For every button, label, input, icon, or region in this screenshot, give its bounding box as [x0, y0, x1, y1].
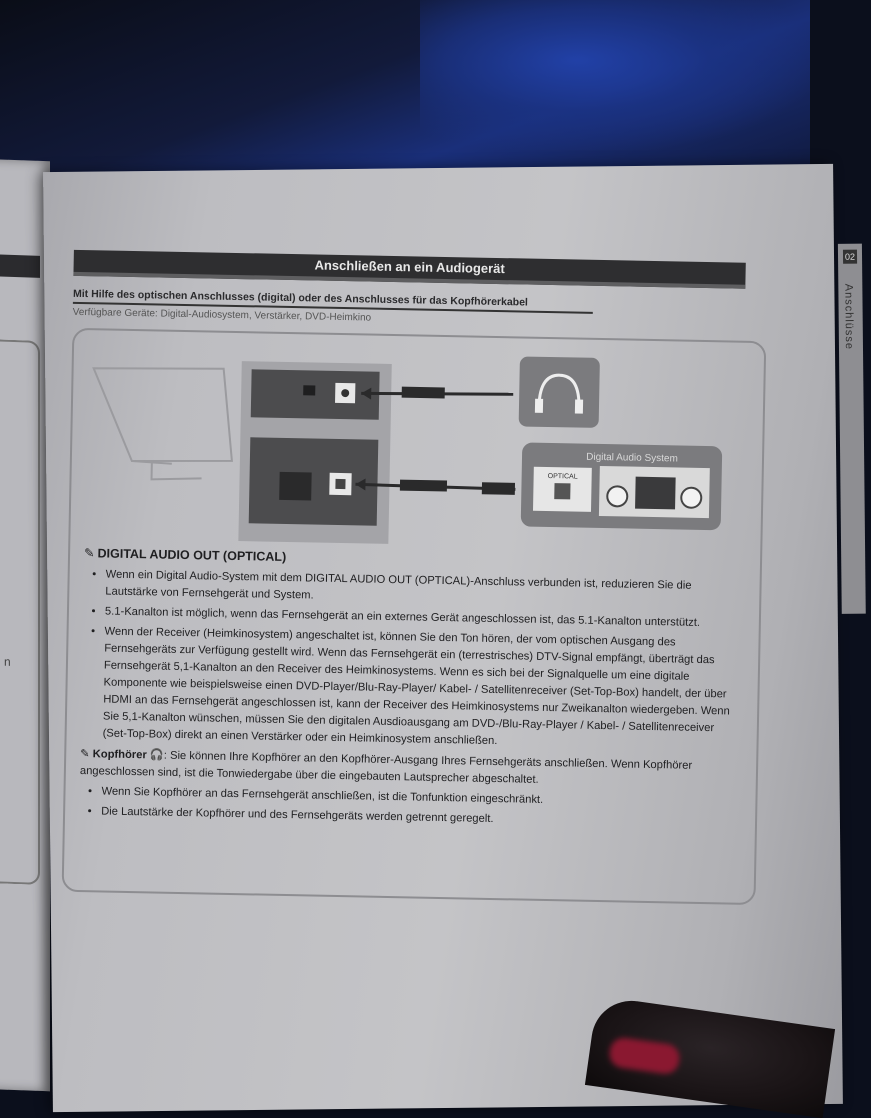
- list-item: • 5.1-Kanalton ist möglich, wenn das Fernsehgerät an ein externes Gerät angeschlossen ist, das 5.1-Kanalton unterstützt.: [105, 604, 743, 633]
- headphone-jack-label: [303, 385, 315, 395]
- digital-audio-bullets: [80, 566, 743, 755]
- section-title: Mit Hilfe des optischen Anschlusses (digital) oder des Anschlusses für das Kopfhörerkabel: [73, 288, 593, 314]
- left-speaker: [607, 486, 627, 506]
- list-item: • Wenn ein Digital Audio-System mit dem DIGITAL AUDIO OUT (OPTICAL)-Anschluss verbunden ist, reduzieren Sie die Lautstärke von Fernsehgerät und System.: [105, 567, 744, 613]
- sleeve-red-highlight: [608, 1036, 681, 1075]
- content-panel: [62, 328, 767, 905]
- manual-page: [43, 164, 856, 1112]
- page-content: [62, 250, 746, 905]
- headphone-right-cup: [575, 399, 583, 413]
- left-page-text-fragment: n: [4, 654, 11, 669]
- text-block: [79, 545, 744, 836]
- right-speaker: [681, 488, 701, 508]
- audio-system-label: Digital Audio System: [586, 451, 678, 465]
- optical-port-hole: [335, 479, 345, 489]
- chapter-number: 02: [843, 250, 857, 264]
- receiver-unit: [635, 477, 676, 510]
- connection-diagram: [70, 338, 764, 551]
- headphone-left-cup: [535, 399, 543, 413]
- note-pen-icon: ✎: [83, 546, 95, 561]
- note-pen-icon: ✎: [80, 748, 90, 761]
- list-item: • Wenn der Receiver (Heimkinosystem) angeschaltet ist, können Sie den Ton hören, der vom optischen Ausgang des Fernsehgeräts zur Verfügung gestellt wird. Wenn das Fernsehgerät ein (terrestrisches) DTV-Signal empfängt, überträgt das Fernsehgerät 5,1-Kanalton an den Receiver des Heimkinosystems. Wenn es sich bei der Signalquelle um eine digitale Komponente wie beispielsweise einen DVD-Player/Blu-Ray-Player/ Kabel- / Satellitenreceiver (Set-Top-Box) handelt, der über HDMI an das Fernsehgerät angeschlossen ist, kann der Receiver des Heimkinosystems nur Zweikanalton wiedergeben. Wenn Sie 5,1-Kanalton wünschen, müssen Sie den digitalen Ausdioausgang am DVD-/Blu-Ray-Player / Kabel- / Satellitenreceiver (Set-Top-Box) direkt an einen Verstärker oder ein Heimkinosystem anschließen.: [102, 624, 742, 755]
- chapter-label: Anschlüsse: [842, 283, 856, 351]
- optical-input-label: OPTICAL: [547, 472, 578, 481]
- left-page-frame: [0, 339, 40, 884]
- headphones-text: : Sie können Ihre Kopfhörer an den Kopfhörer-Ausgang Ihres Fernsehgeräts anschließen. Wenn Kopfhörer angeschlossen sind, ist die Tonwiedergabe über die eingebauten Lautsprecher abgeschaltet.: [79, 749, 693, 786]
- page-header: Anschließen an ein Audiogerät: [73, 250, 745, 289]
- background-fabric-highlight: [420, 0, 810, 150]
- chapter-side-tab: [838, 244, 866, 614]
- digital-audio-heading-text: DIGITAL AUDIO OUT (OPTICAL): [97, 546, 287, 564]
- left-page: [0, 159, 50, 1091]
- headphones-label: Kopfhörer: [92, 748, 147, 762]
- list-item: • Die Lautstärke der Kopfhörer und des Fernsehgeräts werden getrennt geregelt.: [101, 803, 739, 832]
- headphones-icon: 🎧: [149, 749, 164, 762]
- section-subtitle: Verfügbare Geräte: Digital-Audiosystem, Verstärker, DVD-Heimkino: [72, 306, 372, 324]
- optical-input-port: [554, 483, 570, 499]
- tv-outline: [92, 366, 234, 481]
- left-page-tab: [0, 254, 40, 277]
- optical-port-panel: [249, 437, 379, 525]
- optical-port-label: [279, 472, 312, 501]
- headphone-device-box: [519, 356, 600, 428]
- list-item: • Wenn Sie Kopfhörer an das Fernsehgerät anschließen, ist die Tonfunktion eingeschränkt.: [101, 783, 739, 812]
